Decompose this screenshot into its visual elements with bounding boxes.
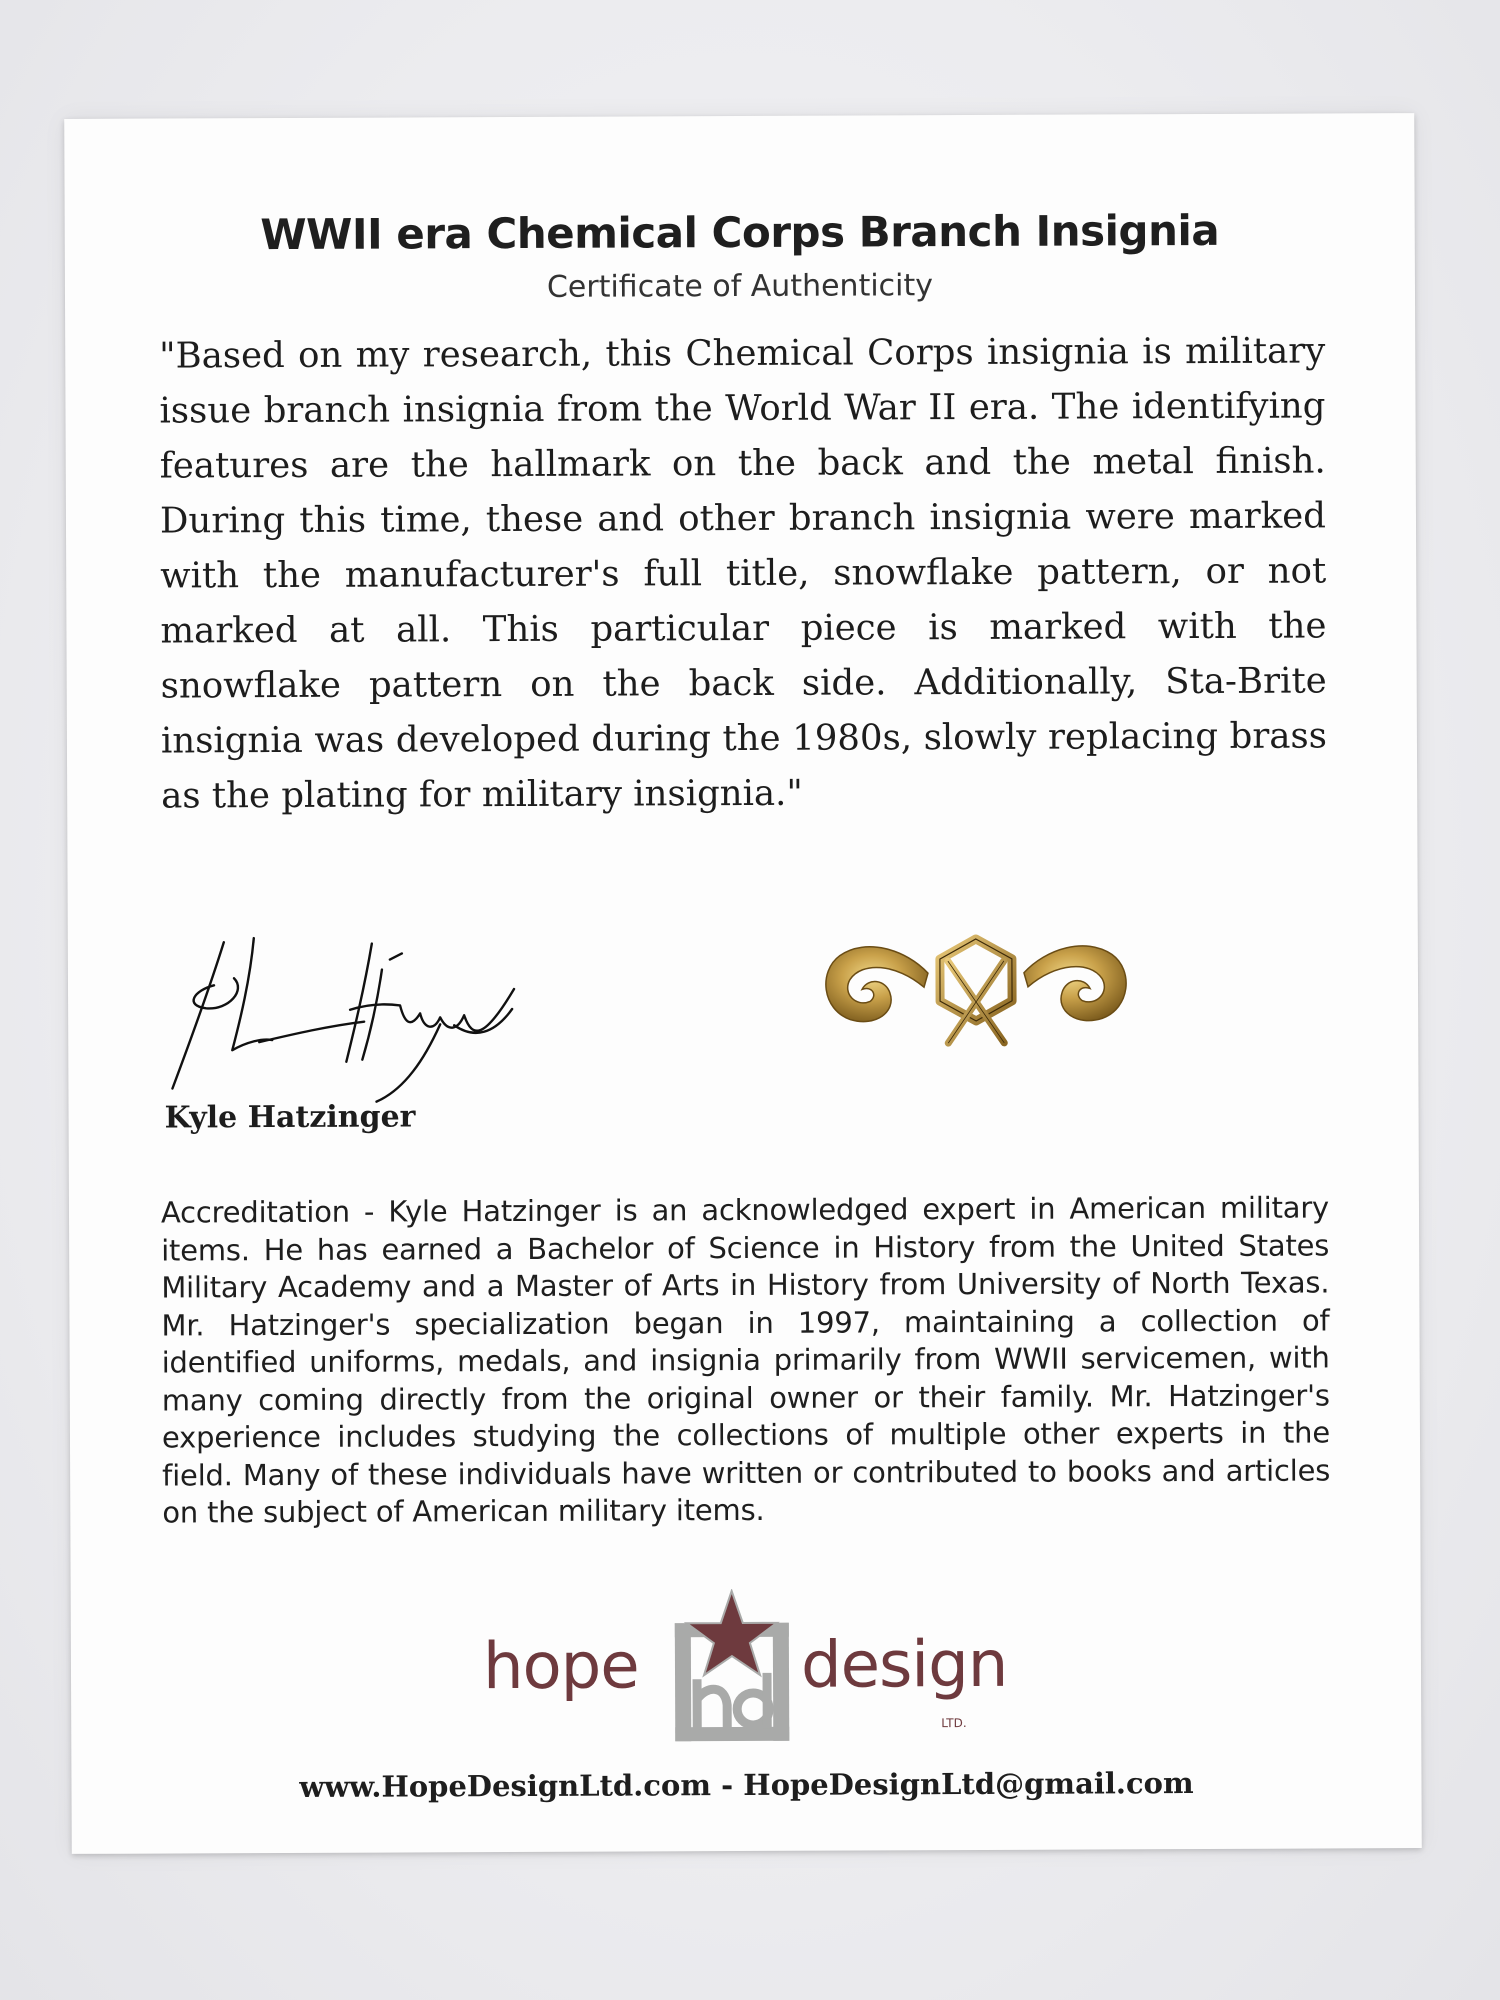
certificate-card <box>64 113 1422 1854</box>
logo-word-hope: hope <box>482 1629 639 1705</box>
logo-ltd-suffix: LTD. <box>941 1716 967 1731</box>
logo-word-design: design <box>800 1627 1008 1703</box>
certificate-title: WWII era Chemical Corps Branch Insignia <box>260 205 1220 260</box>
insignia-icon <box>816 914 1137 1069</box>
signer-name: Kyle Hatzinger <box>164 1099 416 1136</box>
accreditation-text: Accreditation - Kyle Hatzinger is an acknowledged expert in American military items. He has earned a Bachelor of Science in History from the United States Military Academy and a Master of Arts in History from University of North Texas. Mr. Hatzinger's specialization began in 1997, maintaining a collection of identified uniforms, medals, and insignia primarily from WWII servicemen, with many coming directly from the original owner or their family. Mr. Hatzinger's experience includes studying the collections of multiple other experts in the field. Many of these individuals have written or contributed to books and articles on the subject of American military items. <box>160 1190 1331 1530</box>
research-quote: "Based on my research, this Chemical Corps insignia is military issue branch insignia from the World War II era. The identifying features are the hallmark on the back and the metal finish. During this time, these and other branch insignia were marked with the manufacturer's full title, snowflake pattern, or not marked at all. This particular piece is marked with the snowflake pattern on the back side. Additionally, Sta-Brite insignia was developed during the 1980s, slowly replacing brass as the plating for military insignia." <box>159 330 1328 817</box>
signature-icon <box>154 929 535 1115</box>
contact-line[interactable]: www.HopeDesignLtd.com - HopeDesignLtd@gmail.com <box>299 1766 1194 1804</box>
star-hd-logo-icon <box>667 1589 798 1754</box>
certificate-subtitle: Certificate of Authenticity <box>546 268 934 305</box>
hope-design-logo <box>483 1588 1024 1760</box>
